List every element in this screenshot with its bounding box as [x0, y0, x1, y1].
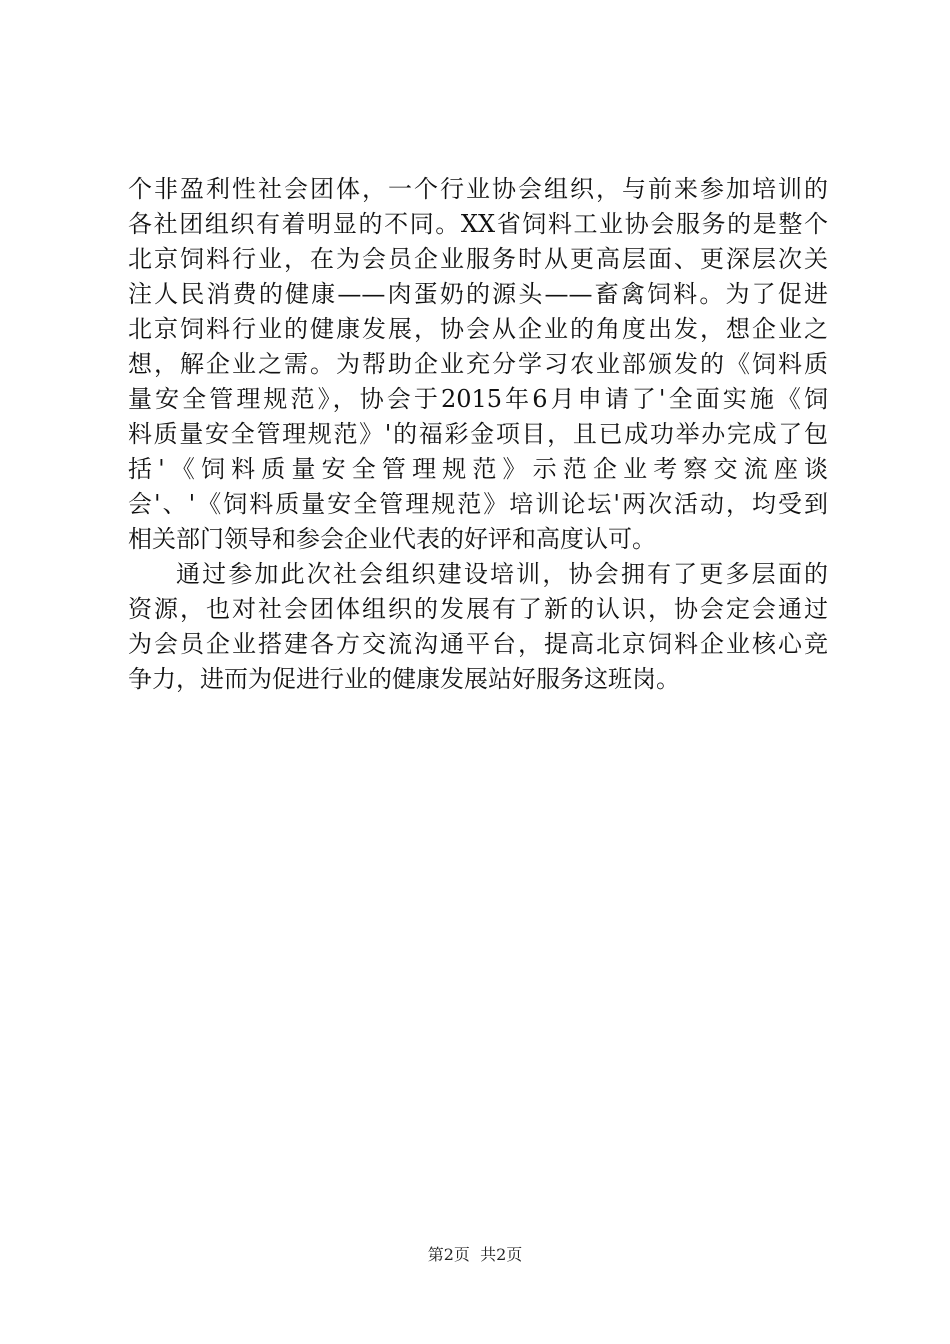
text-line: 个非盈利性社会团体，一个行业协会组织，与前来参加培训的: [128, 175, 828, 203]
text-line: 通过参加此次社会组织建设培训，协会拥有了更多层面的: [176, 560, 828, 588]
text-line: 料质量安全管理规范》'的福彩金项目，且已成功举办完成了包: [128, 420, 828, 448]
text-line: 注人民消费的健康——肉蛋奶的源头——畜禽饲料。为了促进: [128, 280, 828, 308]
page-number: 第2页 共2页: [427, 1245, 523, 1264]
text-line: 相关部门领导和参会企业代表的好评和高度认可。: [128, 525, 656, 553]
paragraph-1: [128, 172, 828, 557]
text-line: 为会员企业搭建各方交流沟通平台，提高北京饲料企业核心竞: [128, 630, 828, 658]
text-line: 争力，进而为促进行业的健康发展站好服务这班岗。: [128, 665, 680, 693]
text-line: 括'《饲料质量安全管理规范》示范企业考察交流座谈: [128, 455, 828, 483]
document-body: [128, 172, 828, 697]
text-line: 北京饲料行业，在为会员企业服务时从更高层面、更深层次关: [128, 245, 828, 273]
text-line: 资源，也对社会团体组织的发展有了新的认识，协会定会通过: [128, 595, 828, 623]
text-line: 量安全管理规范》，协会于2015年6月申请了'全面实施《饲: [128, 385, 828, 413]
text-line: 各社团组织有着明显的不同。XX省饲料工业协会服务的是整个: [128, 210, 828, 238]
text-line: 会'、'《饲料质量安全管理规范》培训论坛'两次活动，均受到: [128, 490, 828, 518]
text-line: 北京饲料行业的健康发展，协会从企业的角度出发，想企业之: [128, 315, 828, 343]
text-line: 想，解企业之需。为帮助企业充分学习农业部颁发的《饲料质: [128, 350, 828, 378]
page-footer: [0, 1244, 950, 1266]
paragraph-2: [128, 557, 828, 697]
